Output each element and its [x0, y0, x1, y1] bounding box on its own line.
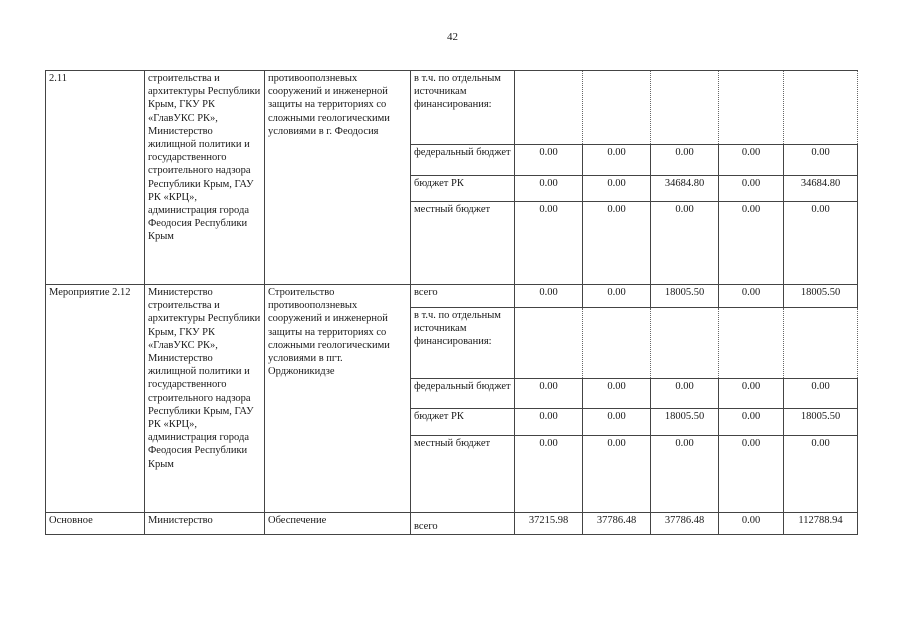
performers-cell: строительства и архитектуры Республики Крым, ГКУ РК «ГлавУКС РК», Министерство жилищной политики и государственного строительного надзора Республики Крым, ГАУ РК «КРЦ», администрация города Феодосия Республики Крым — [145, 71, 265, 285]
value-cell: 112788.94 — [784, 513, 858, 535]
value-cell — [651, 71, 719, 145]
funding-table — [45, 70, 858, 535]
funding-source: бюджет РК — [411, 176, 515, 202]
funding-source: федеральный бюджет — [411, 145, 515, 176]
value-cell: 0.00 — [651, 202, 719, 285]
value-cell: 0.00 — [651, 436, 719, 513]
value-cell: 0.00 — [515, 176, 583, 202]
value-cell: 0.00 — [719, 409, 784, 436]
value-cell: 0.00 — [784, 436, 858, 513]
value-cell: 0.00 — [583, 285, 651, 308]
funding-source: всего — [411, 513, 515, 535]
table-row — [46, 285, 858, 308]
value-cell — [515, 308, 583, 379]
funding-source: бюджет РК — [411, 409, 515, 436]
funding-source: местный бюджет — [411, 436, 515, 513]
value-cell: 0.00 — [583, 176, 651, 202]
value-cell — [719, 308, 784, 379]
value-cell: 0.00 — [515, 145, 583, 176]
event-cell: Строительство противооползневых сооружений и инженерной защиты на территориях со сложными геологическими условиями в пгт. Орджоникидзе — [265, 285, 411, 513]
funding-source: в т.ч. по отдельным источникам финансирования: — [411, 71, 515, 145]
code-cell: Основное — [46, 513, 145, 535]
table-row — [46, 71, 858, 145]
value-cell: 37786.48 — [651, 513, 719, 535]
table-row — [46, 513, 858, 535]
value-cell: 0.00 — [784, 379, 858, 409]
value-cell: 0.00 — [583, 202, 651, 285]
value-cell: 0.00 — [515, 202, 583, 285]
value-cell: 0.00 — [719, 285, 784, 308]
value-cell — [651, 308, 719, 379]
value-cell: 34684.80 — [784, 176, 858, 202]
value-cell: 0.00 — [651, 145, 719, 176]
value-cell: 18005.50 — [784, 409, 858, 436]
value-cell — [719, 71, 784, 145]
value-cell: 18005.50 — [784, 285, 858, 308]
page-number: 42 — [447, 31, 458, 43]
value-cell: 0.00 — [515, 409, 583, 436]
funding-source: местный бюджет — [411, 202, 515, 285]
value-cell: 0.00 — [719, 436, 784, 513]
value-cell: 0.00 — [515, 379, 583, 409]
value-cell: 0.00 — [651, 379, 719, 409]
value-cell: 37215.98 — [515, 513, 583, 535]
funding-source: всего — [411, 285, 515, 308]
value-cell — [784, 71, 858, 145]
value-cell: 0.00 — [719, 145, 784, 176]
code-cell: Мероприятие 2.12 — [46, 285, 145, 513]
value-cell — [583, 308, 651, 379]
value-cell: 0.00 — [583, 379, 651, 409]
value-cell: 18005.50 — [651, 285, 719, 308]
value-cell: 0.00 — [719, 513, 784, 535]
funding-source: федеральный бюджет — [411, 379, 515, 409]
code-cell: 2.11 — [46, 71, 145, 285]
value-cell: 0.00 — [719, 379, 784, 409]
value-cell — [583, 71, 651, 145]
value-cell: 18005.50 — [651, 409, 719, 436]
value-cell: 0.00 — [515, 285, 583, 308]
value-cell — [515, 71, 583, 145]
value-cell: 34684.80 — [651, 176, 719, 202]
value-cell: 0.00 — [583, 409, 651, 436]
event-cell: противооползневых сооружений и инженерной защиты на территориях со сложными геологическими условиями в г. Феодосия — [265, 71, 411, 285]
value-cell: 0.00 — [784, 202, 858, 285]
value-cell: 0.00 — [515, 436, 583, 513]
value-cell: 0.00 — [583, 145, 651, 176]
value-cell: 0.00 — [583, 436, 651, 513]
performers-cell: Министерство строительства и архитектуры Республики Крым, ГКУ РК «ГлавУКС РК», Министерство жилищной политики и государственного строительного надзора Республики Крым, ГАУ РК «КРЦ», администрация города Феодосия Республики Крым — [145, 285, 265, 513]
value-cell: 37786.48 — [583, 513, 651, 535]
value-cell — [784, 308, 858, 379]
value-cell: 0.00 — [784, 145, 858, 176]
performers-cell: Министерство — [145, 513, 265, 535]
funding-source: в т.ч. по отдельным источникам финансирования: — [411, 308, 515, 379]
value-cell: 0.00 — [719, 202, 784, 285]
value-cell: 0.00 — [719, 176, 784, 202]
event-cell: Обеспечение — [265, 513, 411, 535]
